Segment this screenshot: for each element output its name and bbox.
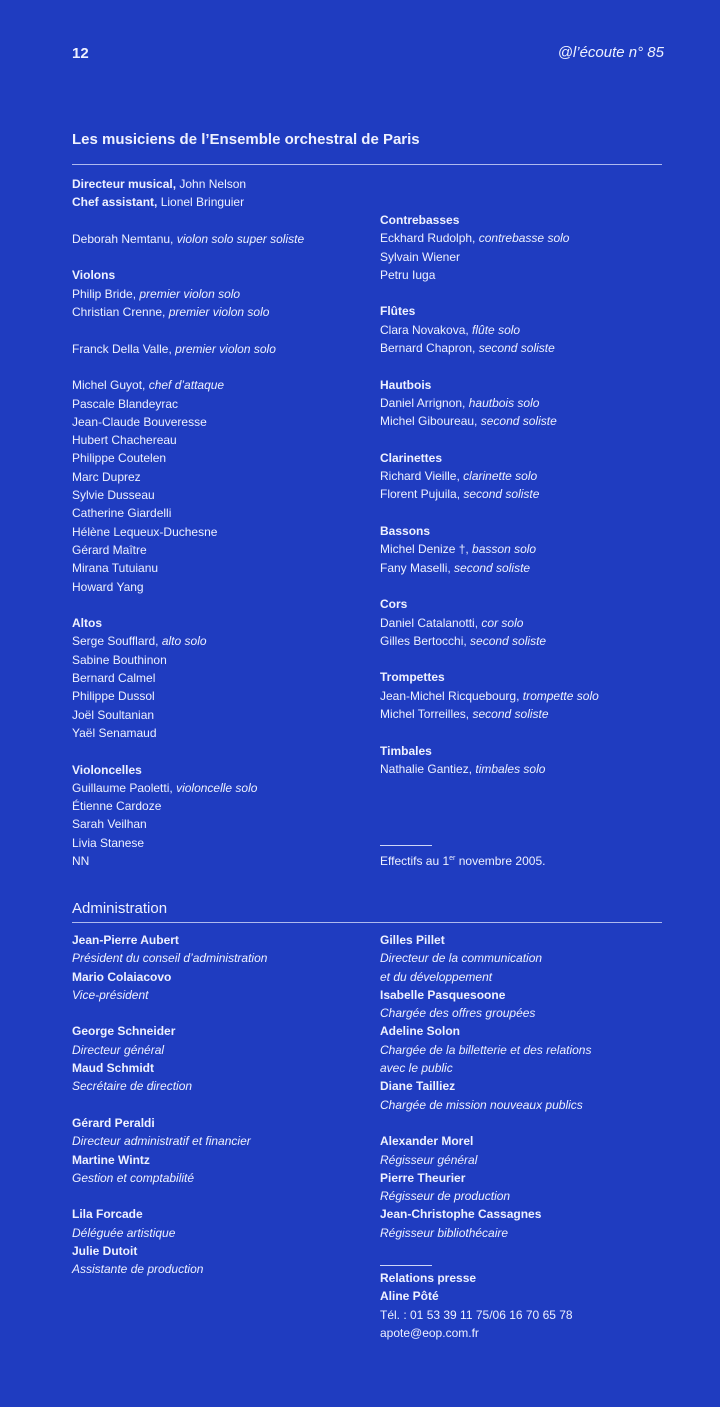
text-line	[72, 175, 304, 193]
admin-rule	[72, 922, 662, 923]
bold-text: Chef assistant,	[72, 195, 158, 210]
text: Jean-Michel Ricquebourg,	[380, 688, 523, 703]
spacer	[380, 577, 599, 595]
text-line	[380, 949, 591, 967]
bold-text: Violoncelles	[72, 762, 142, 777]
text-line	[72, 193, 304, 211]
bold-text: Directeur musical,	[72, 177, 177, 191]
text-line	[380, 742, 599, 760]
text-line	[72, 968, 267, 986]
text-line	[380, 339, 599, 357]
text-line	[72, 523, 304, 541]
italic-text: chef d’attaque	[148, 378, 225, 393]
bold-text: Alexander Morel	[380, 1134, 474, 1149]
bold-text: Diane Tailliez	[380, 1079, 456, 1094]
text-line	[72, 1205, 267, 1223]
bold-text: Trompettes	[380, 670, 445, 685]
text: Étienne Cardoze	[72, 799, 162, 814]
text-line	[380, 211, 599, 229]
text: Daniel Arrignon,	[380, 395, 469, 410]
text-line	[72, 486, 304, 504]
text-line	[72, 706, 304, 724]
italic-text: second soliste	[470, 633, 547, 648]
text-line	[72, 1114, 267, 1132]
text-line	[72, 376, 304, 394]
text-line	[380, 394, 599, 412]
bold-text: Adeline Solon	[380, 1024, 461, 1039]
musicians-right-column	[380, 211, 599, 778]
italic-text: clarinette solo	[463, 469, 538, 484]
text-line	[380, 668, 599, 686]
bold-text: Mario Colaiacovo	[72, 969, 172, 984]
text-line	[72, 541, 304, 559]
text: Michel Guyot,	[72, 378, 149, 393]
text-line	[380, 968, 591, 986]
spacer	[72, 358, 304, 376]
text-line	[72, 669, 304, 687]
text-line	[72, 1169, 267, 1187]
italic-text: flûte solo	[472, 322, 521, 337]
musicians-title: Les musiciens de l’Ensemble orchestral de Paris	[72, 131, 420, 148]
text-line	[72, 852, 304, 870]
text-line	[72, 1022, 267, 1040]
italic-text: premier violon solo	[168, 305, 270, 320]
text-line	[380, 595, 599, 613]
bold-text: Bassons	[380, 524, 431, 539]
italic-text: Directeur de la communication	[380, 951, 543, 966]
bold-text: Hautbois	[380, 377, 432, 392]
italic-text: Déléguée artistique	[72, 1225, 176, 1240]
bold-text: Lila Forcade	[72, 1207, 143, 1222]
text: Daniel Catalanotti,	[380, 615, 482, 630]
italic-text: Régisseur bibliothécaire	[380, 1225, 509, 1240]
text: Clara Novakova,	[380, 322, 473, 337]
text: Deborah Nemtanu,	[72, 231, 177, 246]
italic-text: basson solo	[472, 542, 537, 557]
text-line	[380, 986, 591, 1004]
italic-text: Chargée des offres groupées	[380, 1006, 536, 1021]
spacer	[380, 431, 599, 449]
spacer	[380, 504, 599, 522]
text-line	[380, 1224, 591, 1242]
italic-text: second soliste	[454, 560, 531, 575]
text: Serge Soufflard,	[72, 634, 162, 649]
running-header	[558, 44, 664, 61]
italic-text: alto solo	[161, 634, 207, 649]
press-rule	[380, 1265, 432, 1266]
text-line	[380, 1059, 591, 1077]
text: NN	[72, 853, 90, 868]
text-line	[72, 413, 304, 431]
italic-text: violoncelle solo	[176, 780, 258, 795]
musicians-rule	[72, 164, 662, 165]
text-line	[72, 395, 304, 413]
text-line	[380, 540, 599, 558]
italic-text: second soliste	[463, 487, 540, 502]
text-line	[72, 931, 267, 949]
text: Franck Della Valle,	[72, 341, 176, 356]
effectifs-before: Effectifs au 1	[380, 854, 450, 868]
text: Guillaume Paoletti,	[72, 780, 177, 795]
text: Sylvain Wiener	[380, 249, 461, 264]
text: Jean-Claude Bouveresse	[72, 414, 207, 429]
text-line	[380, 1169, 591, 1187]
italic-text: Gestion et comptabilité	[72, 1170, 195, 1185]
italic-text: Chargée de la billetterie et des relations	[380, 1042, 592, 1057]
bold-text: George Schneider	[72, 1024, 176, 1039]
text-line	[72, 834, 304, 852]
spacer	[380, 1114, 591, 1132]
text-line	[380, 1041, 591, 1059]
text-line	[72, 285, 304, 303]
musicians-left-column	[72, 175, 304, 870]
text-line	[380, 522, 599, 540]
italic-text: Secrétaire de direction	[72, 1079, 193, 1094]
text: Philip Bride,	[72, 286, 140, 301]
text-line	[380, 1187, 591, 1205]
bold-text: Violons	[72, 268, 116, 283]
italic-text: premier violon solo	[175, 341, 276, 356]
spacer	[72, 596, 304, 614]
text: Lionel Bringuier	[157, 195, 245, 210]
text: Petru Iuga	[380, 267, 436, 282]
text-line	[380, 760, 599, 778]
text-line	[380, 266, 599, 284]
text-line	[72, 431, 304, 449]
text: Bernard Calmel	[72, 671, 156, 686]
text: Hélène Lequeux-Duchesne	[72, 524, 218, 539]
text-line	[72, 504, 304, 522]
text-line	[72, 230, 304, 248]
text: Philippe Dussol	[72, 689, 155, 704]
spacer	[72, 248, 304, 266]
text-line	[380, 1077, 591, 1095]
text: Mirana Tutuianu	[72, 561, 159, 576]
text: Howard Yang	[72, 579, 144, 594]
text-line	[72, 468, 304, 486]
text-line	[72, 1059, 267, 1077]
spacer	[380, 650, 599, 668]
text-line	[380, 614, 599, 632]
bold-text: Contrebasses	[380, 213, 460, 227]
text-line	[72, 578, 304, 596]
spacer	[72, 742, 304, 760]
magazine-name: @l’écoute	[557, 44, 625, 61]
text: John Nelson	[176, 177, 247, 191]
text-line	[72, 986, 267, 1004]
text: Michel Torreilles,	[380, 707, 473, 722]
text-line	[72, 1224, 267, 1242]
text: Philippe Coutelen	[72, 451, 167, 466]
italic-text: Président du conseil d’administration	[72, 951, 268, 966]
bold-text: Martine Wintz	[72, 1152, 150, 1167]
text-line	[380, 248, 599, 266]
bold-text: Gilles Pillet	[380, 933, 445, 947]
text-line	[380, 1269, 573, 1287]
text-line	[72, 1077, 267, 1095]
bold-text: Cors	[380, 597, 408, 612]
admin-title: Administration	[72, 900, 168, 917]
spacer	[380, 284, 599, 302]
text: Christian Crenne,	[72, 305, 169, 320]
bold-text: Jean-Pierre Aubert	[72, 933, 179, 947]
text: Nathalie Gantiez,	[380, 761, 476, 776]
text: Sarah Veilhan	[72, 817, 147, 832]
bold-text: Aline Pôté	[380, 1289, 439, 1304]
effectifs-after: novembre 2005.	[455, 854, 546, 868]
text-line	[72, 1041, 267, 1059]
page-number: 12	[72, 45, 89, 62]
text: Eckhard Rudolph,	[380, 231, 479, 246]
text-line	[72, 724, 304, 742]
effectifs-rule	[380, 845, 432, 846]
text: Yaël Senamaud	[72, 725, 157, 740]
italic-text: cor solo	[481, 615, 524, 630]
italic-text: Régisseur général	[380, 1152, 478, 1167]
text: apote@eop.com.fr	[380, 1325, 479, 1340]
text-line	[72, 449, 304, 467]
spacer	[380, 723, 599, 741]
text: Sabine Bouthinon	[72, 652, 167, 667]
text-line	[380, 632, 599, 650]
text-line	[72, 949, 267, 967]
text-line	[72, 651, 304, 669]
bold-text: Gérard Peraldi	[72, 1115, 155, 1130]
text-line	[380, 485, 599, 503]
italic-text: Directeur général	[72, 1042, 165, 1057]
text-line	[72, 779, 304, 797]
bold-text: Relations presse	[380, 1271, 477, 1285]
italic-text: contrebasse solo	[478, 231, 570, 246]
italic-text: Directeur administratif et financier	[72, 1134, 251, 1149]
bold-text: Clarinettes	[380, 450, 443, 465]
text: Florent Pujuila,	[380, 487, 464, 502]
italic-text: avec le public	[380, 1061, 453, 1076]
text: Catherine Giardelli	[72, 506, 172, 521]
italic-text: timbales solo	[475, 761, 546, 776]
bold-text: Maud Schmidt	[72, 1061, 155, 1076]
text: Marc Duprez	[72, 469, 141, 484]
bold-text: Isabelle Pasquesoone	[380, 987, 506, 1002]
text-line	[72, 303, 304, 321]
text-line	[380, 449, 599, 467]
spacer	[72, 1187, 267, 1205]
text-line	[380, 376, 599, 394]
bold-text: Altos	[72, 616, 102, 631]
effectifs-note	[380, 852, 545, 870]
text-line	[380, 705, 599, 723]
bold-text: Julie Dutoit	[72, 1244, 138, 1259]
italic-text: Régisseur de production	[380, 1189, 511, 1204]
text: Gilles Bertocchi,	[380, 633, 471, 648]
text-line	[72, 1242, 267, 1260]
italic-text: Assistante de production	[72, 1262, 204, 1277]
text: Hubert Chachereau	[72, 433, 177, 448]
bold-text: Jean-Christophe Cassagnes	[380, 1207, 542, 1222]
italic-text: premier violon solo	[139, 286, 241, 301]
text-line	[380, 467, 599, 485]
spacer	[72, 321, 304, 339]
italic-text: trompette solo	[522, 688, 599, 703]
text-line	[380, 229, 599, 247]
text-line	[380, 1022, 591, 1040]
press-contact	[380, 1269, 573, 1342]
spacer	[380, 357, 599, 375]
text: Michel Denize †,	[380, 542, 473, 557]
text-line	[380, 687, 599, 705]
italic-text: et du développement	[380, 969, 493, 984]
text: Livia Stanese	[72, 835, 145, 850]
text-line	[380, 1151, 591, 1169]
text-line	[72, 559, 304, 577]
bold-text: Timbales	[380, 743, 432, 758]
italic-text: second soliste	[478, 341, 555, 356]
text-line	[380, 321, 599, 339]
effectifs-sup: er	[449, 855, 456, 862]
italic-text: Vice-président	[72, 987, 149, 1002]
italic-text: second soliste	[472, 707, 549, 722]
text: Michel Giboureau,	[380, 414, 481, 429]
issue-number: n° 85	[628, 44, 664, 61]
text-line	[380, 302, 599, 320]
italic-text: hautbois solo	[468, 395, 540, 410]
admin-right-column	[380, 931, 591, 1242]
text: Pascale Blandeyrac	[72, 396, 179, 411]
text-line	[72, 340, 304, 358]
spacer	[72, 1004, 267, 1022]
text-line	[72, 687, 304, 705]
text-line	[72, 632, 304, 650]
text-line	[380, 931, 591, 949]
bold-text: Flûtes	[380, 304, 416, 319]
text-line	[380, 1132, 591, 1150]
italic-text: second soliste	[480, 414, 557, 429]
text-line	[380, 1306, 573, 1324]
text: Fany Maselli,	[380, 560, 455, 575]
spacer	[72, 212, 304, 230]
italic-text: violon solo super soliste	[176, 231, 305, 246]
text-line	[380, 559, 599, 577]
admin-left-column	[72, 931, 267, 1279]
spacer	[72, 1096, 267, 1114]
italic-text: Chargée de mission nouveaux publics	[380, 1097, 583, 1112]
text: Sylvie Dusseau	[72, 488, 155, 503]
text-line	[72, 1151, 267, 1169]
text-line	[72, 797, 304, 815]
text-line	[380, 1096, 591, 1114]
text: Gérard Maître	[72, 542, 147, 557]
text-line	[380, 1004, 591, 1022]
text-line	[72, 1132, 267, 1150]
text-line	[72, 1260, 267, 1278]
text-line	[72, 761, 304, 779]
text-line	[380, 1324, 573, 1342]
bold-text: Pierre Theurier	[380, 1170, 466, 1185]
text: Richard Vieille,	[380, 469, 464, 484]
text: Tél. : 01 53 39 11 75/06 16 70 65 78	[380, 1307, 573, 1322]
text-line	[380, 1287, 573, 1305]
text: Bernard Chapron,	[380, 341, 479, 356]
text: Joël Soultanian	[72, 707, 155, 722]
text-line	[380, 1205, 591, 1223]
text-line	[72, 815, 304, 833]
text-line	[72, 266, 304, 284]
text-line	[380, 412, 599, 430]
text-line	[72, 614, 304, 632]
